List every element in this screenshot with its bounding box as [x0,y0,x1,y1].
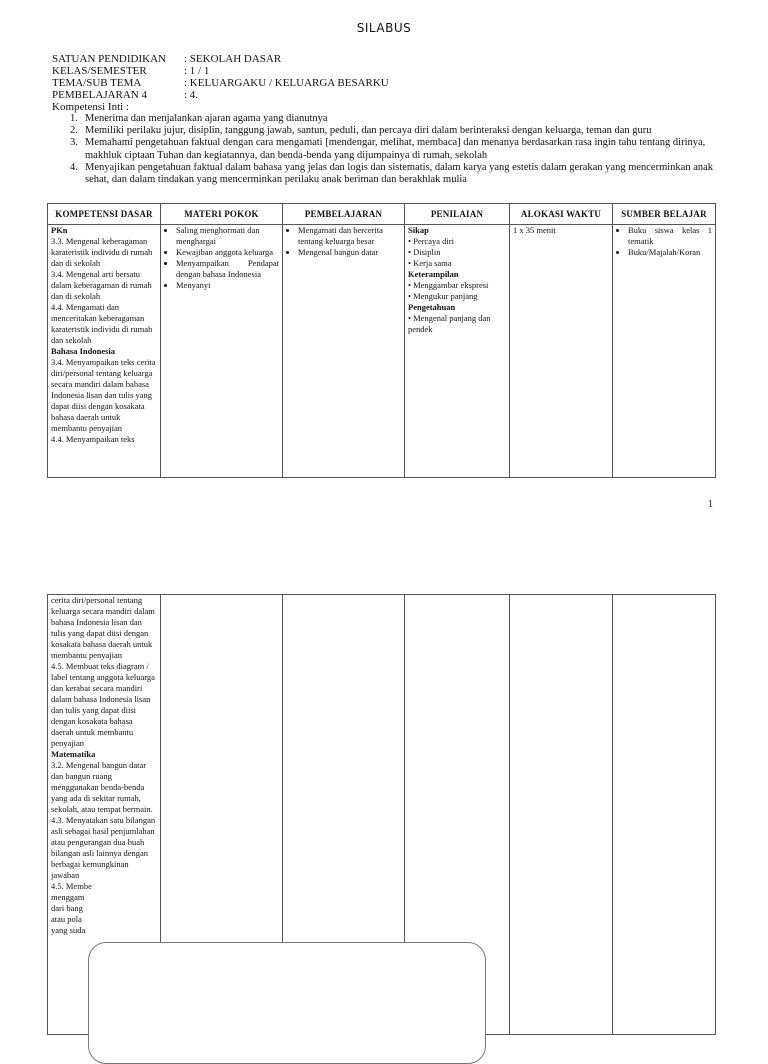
pembelajaran-list [286,225,401,258]
meta-value: : 1 / 1 [184,65,210,77]
list-item: • Mengamati dan bercerita tentang keluarga besar [298,225,401,247]
page-number: 1 [708,499,713,510]
penilaian-heading: Sikap [408,225,429,235]
list-item: • Buku siswa kelas 1 tematik [628,225,712,247]
meta-value: : SEKOLAH DASAR [184,53,282,65]
cell-alokasi-waktu [510,595,613,1035]
kd-text: 3.3. Mengenal keberagaman karateristik individu di rumah dan di sekolah 3.4. Mengenal arti bersatu dalam keberagaman di rumah dan di sekolah 4.4. Mengamati dan menceritakan keberagaman karateristik individu di rumah dan sekolah [51,236,153,345]
list-item: • Mengenal bangun datar [298,247,401,258]
cell-pembelajaran [283,225,405,478]
overlay-card [88,942,486,1064]
sumber-list [616,225,712,258]
meta-row [52,89,389,101]
kd-text: 3.2. Mengenal bangun datar dan bangun ruang menggunakan benda-benda yang ada di sekitar rumah, sekolah, atau tempat bermain. 4.3. Menyatakan satu bilangan asli sebagai hasil penjumlahan atau pengurangan dua buah bilangan asli lainnya dengan berbagai kemungkinan jawaban 4.5. Membe menggam dari bang atau pola yang suda [51,760,156,935]
header-penilaian: PENILAIAN [405,204,510,225]
ki-text: Memahami pengetahuan faktual dengan cara mengamati [mendengar, melihat, membaca] dan menanya berdasarkan rasa ingin tahu tentang dirinya, makhluk ciptaan Tuhan dan kegiatannya, dan benda-benda yang dijumpainya di rumah, sekolah [85,137,706,161]
meta-label: KELAS/SEMESTER [52,65,147,77]
ki-text: Menyajikan pengetahuan faktual dalam bahasa yang jelas dan logis dan sistematis, dalam karya yang estetis dalam gerakan yang mencerminkan anak sehat, dan dalam tindakan yang mencerminkan perilaku anak beriman dan berakhlak mulia [85,161,714,186]
ki-number: 1. [70,113,78,124]
meta-row [52,77,389,89]
table-row [48,225,716,478]
list-item: • Kewajiban anggota keluarga [176,247,279,258]
penilaian-text: • Menggambar ekspresi • Mengukur panjang [408,280,489,301]
subject-heading: Matematika [51,749,96,759]
list-item: • Buku/Majalah/Koran [628,247,712,258]
header-alokasi-waktu: ALOKASI WAKTU [510,204,613,225]
subject-heading: Bahasa Indonesia [51,346,116,356]
kd-text: cerita diri/personal tentang keluarga secara mandiri dalam bahasa Indonesia lisan dan tulis yang dapat diisi dengan kosakata bahasa daerah untuk membantu penyajian 4.5. Membuat teks diagram / label tentang anggota keluarga dan kerabat secara mandiri dalam bahasa Indonesia lisan dan tulis yang dapat diisi dengan kosakata bahasa daerah untuk membantu penyajian [51,595,155,748]
header-materi-pokok: MATERI POKOK [161,204,283,225]
header-kompetensi-dasar: KOMPETENSI DASAR [48,204,161,225]
cell-sumber-belajar [613,595,716,1035]
ki-number: 3. [70,137,78,149]
materi-list [164,225,279,291]
table-header-row [48,204,716,225]
syllabus-table [47,203,716,478]
penilaian-heading: Keterampilan [408,269,459,279]
subject-heading: PKn [51,225,68,235]
meta-value: : KELUARGAKU / KELUARGA BESARKU [184,77,389,89]
ki-number: 2. [70,125,78,137]
document-title: SILABUS [356,21,412,35]
meta-row [52,65,389,77]
list-item: • Menyampaikan Pendapat dengan bahasa Indonesia [176,258,279,280]
list-item: • Saling menghormati dan menghargai [176,225,279,247]
meta-label: SATUAN PENDIDIKAN [52,53,166,65]
cell-materi-pokok [161,225,283,478]
meta-label: TEMA/SUB TEMA [52,77,142,89]
cell-sumber-belajar [613,225,716,478]
header-sumber-belajar: SUMBER BELAJAR [613,204,716,225]
ki-item [70,113,720,125]
cell-alokasi-waktu: 1 x 35 menit [510,225,613,478]
ki-item [70,162,720,186]
penilaian-heading: Pengetahuan [408,302,456,312]
cell-penilaian [405,225,510,478]
list-item: • Menyanyi [176,280,279,291]
meta-label: PEMBELAJARAN 4 [52,89,148,101]
ki-text: Memiliki perilaku jujur, disiplin, tanggung jawab, santun, peduli, dan percaya diri dalam berinteraksi dengan keluarga, teman dan guru [85,125,652,137]
penilaian-text: • Mengenal panjang dan pendek [408,313,491,334]
penilaian-text: • Percaya diri • Disiplin • Kerja sama [408,236,454,268]
meta-row [52,53,389,65]
cell-kompetensi-dasar [48,225,161,478]
kompetensi-inti-list [70,113,720,186]
syllabus-meta [52,53,389,101]
header-pembelajaran: PEMBELAJARAN [283,204,405,225]
ki-item [70,137,720,161]
ki-item [70,125,720,137]
meta-value: : 4. [184,89,199,101]
kd-text: 3.4. Menyampaikan teks cerita diri/personal tentang keluarga secara mandiri dalam bahasa Indonesia lisan dan tulis yang dapat diisi dengan kosakata bahasa daerah untuk membantu penyajian 4.4. Menyampaikan teks [51,357,156,444]
ki-text: Menerima dan menjalankan ajaran agama yang dianutnya [85,113,328,124]
ki-number: 4. [70,161,78,173]
kompetensi-inti-label: Kompetensi Inti : [52,101,129,113]
